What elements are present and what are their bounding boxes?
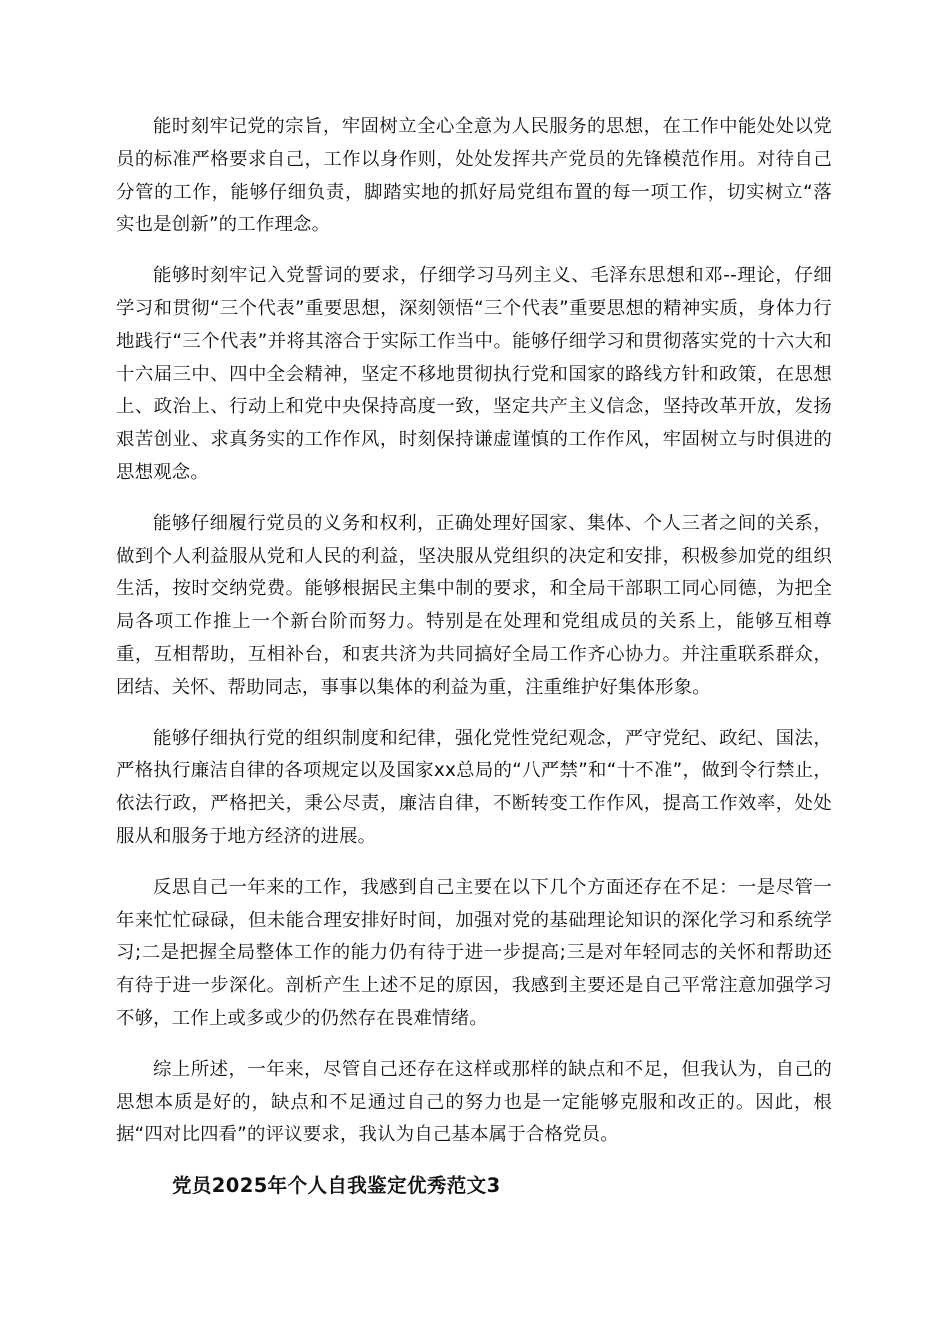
- paragraph-oath-study: 能够时刻牢记入党誓词的要求，仔细学习马列主义、毛泽东思想和邓--理论，仔细学习和贯彻“三个代表”重要思想，深刻领悟“三个代表”重要思想的精神实质，身体力行地践行“三个代表”并将其溶合于实际工作当中。能够仔细学习和贯彻落实党的十六大和十六届三中、四中全会精神，坚定不移地贯彻执行党和国家的路线方针和政策，在思想上、政治上、行动上和党中央保持高度一致，坚定共产主义信念，坚持改革开放，发扬艰苦创业、求真务实的工作作风，时刻保持谦虚谨慎的工作作风，牢固树立与时俱进的思想观念。: [116, 265, 832, 483]
- paragraph-duties-rights: 能够仔细履行党员的义务和权利，正确处理好国家、集体、个人三者之间的关系，做到个人利益服从党和人民的利益，坚决服从党组织的决定和安排，积极参加党的组织生活，按时交纳党费。能够根据民主集中制的要求，和全局干部职工同心同德，为把全局各项工作推上一个新台阶而努力。特别是在处理和党组成员的关系上，能够互相尊重，互相帮助，互相补台，和衷共济为共同搞好全局工作齐心协力。并注重联系群众，团结、关怀、帮助同志，事事以集体的利益为重，注重维护好集体形象。: [116, 512, 832, 698]
- paragraph-party-purpose: 能时刻牢记党的宗旨，牢固树立全心全意为人民服务的思想，在工作中能处处以党员的标准严格要求自己，工作以身作则，处处发挥共产党员的先锋模范作用。对待自己分管的工作，能够仔细负责，脚踏实地的抓好局党组布置的每一项工作，切实树立“落实也是创新”的工作理念。: [116, 116, 832, 236]
- document-body: [116, 111, 832, 1202]
- paragraph-reflection: 反思自己一年来的工作，我感到自己主要在以下几个方面还存在不足：一是尽管一年来忙忙碌碌，但未能合理安排好时间，加强对党的基础理论知识的深化学习和系统学习;二是把握全局整体工作的能力仍有待于进一步提高;三是对年轻同志的关怀和帮助还有待于进一步深化。剖析产生上述不足的原因，我感到主要还是自己平常注意加强学习不够，工作上或多或少的仍然存在畏难情绪。: [116, 876, 832, 1029]
- paragraph-summary: 综上所述，一年来，尽管自己还存在这样或那样的缺点和不足，但我认为，自己的思想本质是好的，缺点和不足通过自己的努力也是一定能够克服和改正的。因此，根据“四对比四看”的评议要求，我认为自己基本属于合格党员。: [116, 1058, 832, 1146]
- section-heading: 党员2025年个人自我鉴定优秀范文3: [172, 1174, 501, 1198]
- paragraph-discipline: 能够仔细执行党的组织制度和纪律，强化党性党纪观念，严守党纪、政纪、国法，严格执行廉洁自律的各项规定以及国家xx总局的“八严禁”和“十不准”，做到令行禁止，依法行政，严格把关，秉公尽责，廉洁自律，不断转变工作作风，提高工作效率，处处服从和服务于地方经济的进展。: [116, 727, 832, 847]
